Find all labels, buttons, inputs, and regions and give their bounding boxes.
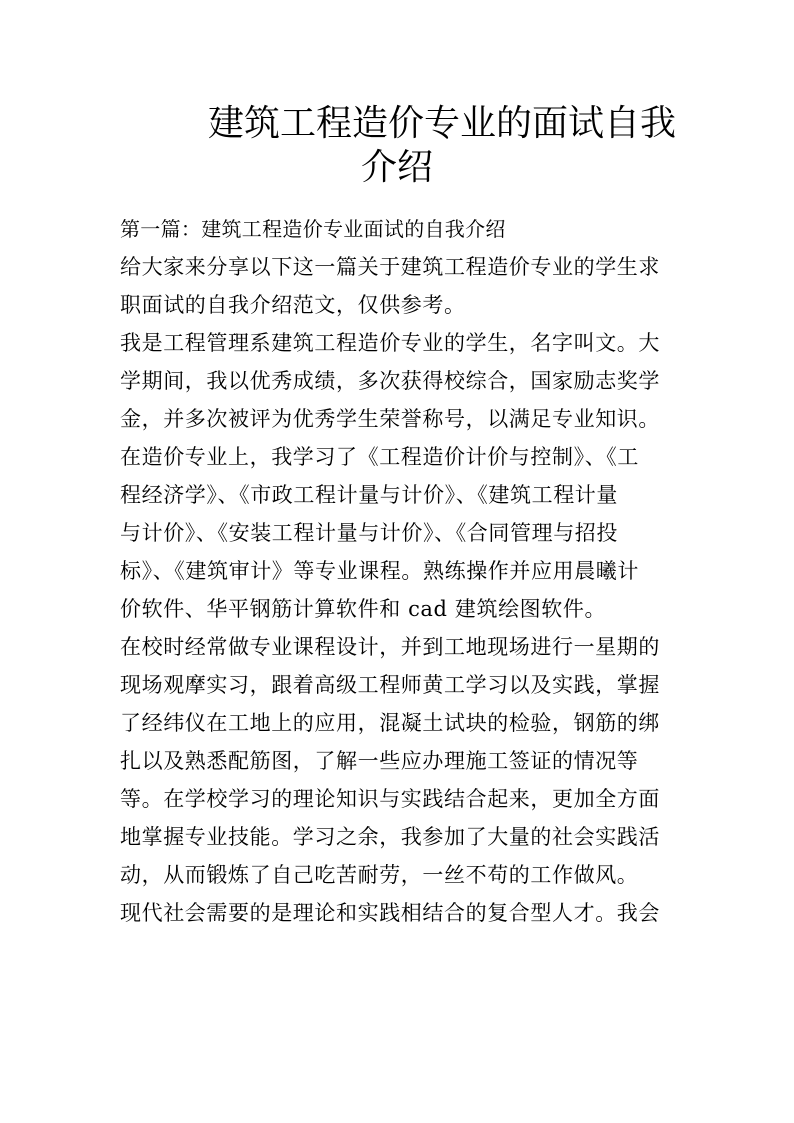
body-line: 在校时经常做专业课程设计，并到工地现场进行一星期的 [120,635,660,659]
body-line: 价软件、华平钢筋计算软件和 cad 建筑绘图软件。 [120,597,607,621]
body-line: 学期间，我以优秀成绩，多次获得校综合，国家励志奖学 [120,369,660,393]
document-body [120,210,676,932]
body-line: 现代社会需要的是理论和实践相结合的复合型人才。我会 [120,901,660,925]
body-line: 在造价专业上，我学习了《工程造价计价与控制》、《工 [120,445,639,469]
body-line: 了经纬仪在工地上的应用，混凝土试块的检验，钢筋的绑 [120,711,660,735]
body-line: 职面试的自我介绍范文，仅供参考。 [120,293,466,317]
body-line: 地掌握专业技能。学习之余，我参加了大量的社会实践活 [120,825,660,849]
body-line: 动，从而锻炼了自己吃苦耐劳，一丝不苟的工作做风。 [120,863,639,887]
body-line: 程经济学》、《市政工程计量与计价》、《建筑工程计量 [120,483,618,507]
body-line: 我是工程管理系建筑工程造价专业的学生，名字叫文。大 [120,331,660,355]
body-line: 金，并多次被评为优秀学生荣誉称号，以满足专业知识。 [120,407,660,431]
body-line: 给大家来分享以下这一篇关于建筑工程造价专业的学生求 [120,255,660,279]
document-title-line-1: 建筑工程造价专业的面试自我 [208,103,677,144]
body-line: 标》、《建筑审计》等专业课程。熟练操作并应用晨曦计 [120,559,639,583]
document-title-line-2: 介绍 [360,147,433,188]
body-line: 扎以及熟悉配筋图，了解一些应办理施工签证的情况等 [120,749,639,773]
body-line: 等。在学校学习的理论知识与实践结合起来，更加全方面 [120,787,660,811]
section-heading: 第一篇：建筑工程造价专业面试的自我介绍 [120,217,506,241]
body-line: 现场观摩实习，跟着高级工程师黄工学习以及实践，掌握 [120,673,660,697]
body-line: 与计价》、《安装工程计量与计价》、《合同管理与招投 [120,521,618,545]
